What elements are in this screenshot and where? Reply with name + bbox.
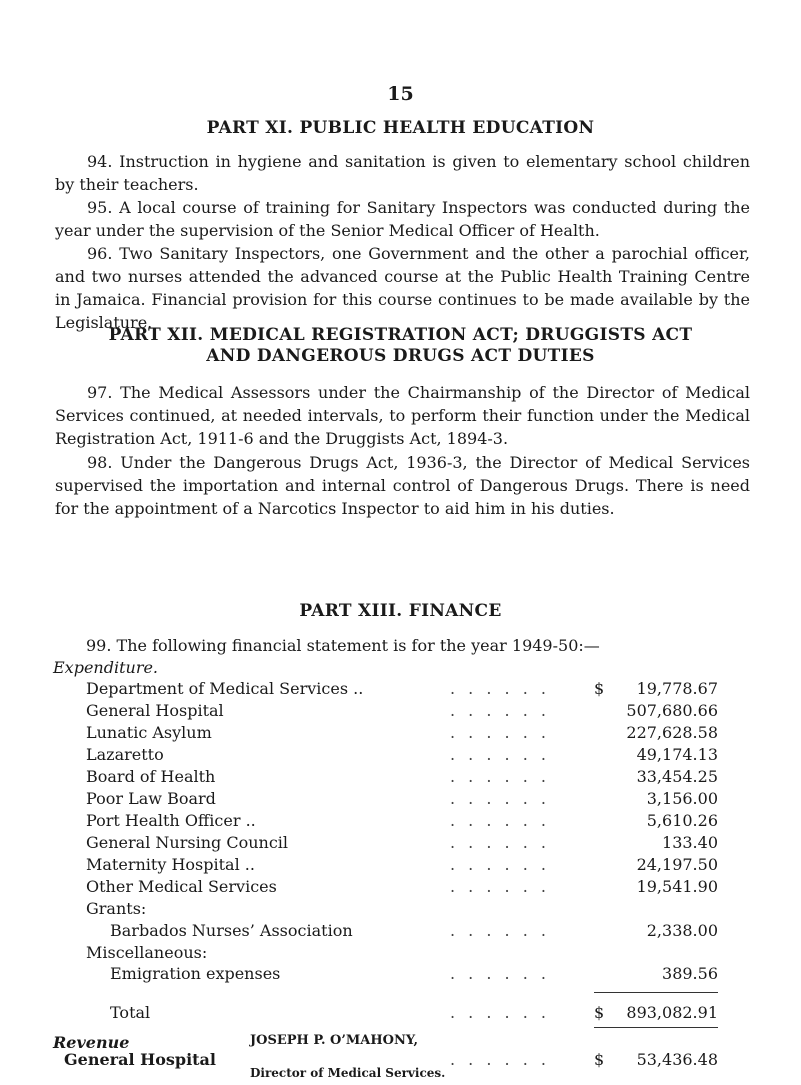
expenditure-row <box>0 701 801 723</box>
total-row <box>0 1003 801 1025</box>
signature-name: JOSEPH P. O’MAHONY, <box>250 1033 418 1048</box>
paragraph-text: 97. The Medical Assessors under the Chairmanship of the Director of Medical Services continued, at needed intervals, to perform their function under the Medical Registration Act, 1911-6 and the Druggists Act, 1894-3. <box>55 383 750 448</box>
paragraph-text: 96. Two Sanitary Inspectors, one Government and the other a parochial officer, and two nurses attended the advanced course at the Public Health Training Centre in Jamaica. Financial provision for this course continues to be made available by the Legislature. <box>55 244 750 332</box>
paragraph-96 <box>55 242 750 334</box>
part-xiii-heading: PART XIII. FINANCE <box>299 601 502 621</box>
expenditure-row <box>0 679 801 701</box>
row-amount: 33,454.25 <box>636 767 718 786</box>
subtotal-rule <box>594 992 718 993</box>
part-xi-heading: PART XI. PUBLIC HEALTH EDUCATION <box>206 118 595 138</box>
paragraph-98 <box>55 451 750 520</box>
expenditure-label: Expenditure. <box>53 658 159 677</box>
expenditure-row <box>0 767 801 789</box>
row-amount: 389.56 <box>662 964 718 983</box>
row-amount: 133.40 <box>662 833 718 852</box>
row-amount: 19,541.90 <box>636 877 718 896</box>
expenditure-group-heading <box>0 943 801 965</box>
row-label: General Nursing Council <box>86 833 289 852</box>
leader-dots: . . . . . . <box>450 833 550 852</box>
leader-dots: . . . . . . <box>450 1050 550 1069</box>
expenditure-row <box>0 833 801 855</box>
row-amount: 2,338.00 <box>646 921 718 940</box>
expenditure-row <box>0 964 801 986</box>
signature-title: Director of Medical Services. <box>250 1066 446 1080</box>
row-amount: 49,174.13 <box>636 745 718 764</box>
part-xii-heading-line1: PART XII. MEDICAL REGISTRATION ACT; DRUGGISTS ACT <box>108 325 693 345</box>
expenditure-group-heading <box>0 899 801 921</box>
row-label: Emigration expenses <box>110 964 281 983</box>
paragraph-text: 98. Under the Dangerous Drugs Act, 1936-3, the Director of Medical Services supervised the importation and internal control of Dangerous Drugs. There is need for the appointment of a Narcotics Inspector to aid him in his duties. <box>55 453 750 518</box>
leader-dots: . . . . . . <box>450 964 550 983</box>
leader-dots: . . . . . . <box>450 789 550 808</box>
leader-dots: . . . . . . <box>450 767 550 786</box>
row-amount: 227,628.58 <box>626 723 718 742</box>
leader-dots: . . . . . . <box>450 877 550 896</box>
currency-symbol: $ <box>594 1003 605 1022</box>
paragraph-95 <box>55 196 750 242</box>
row-label: Other Medical Services <box>86 877 277 896</box>
expenditure-row <box>0 745 801 767</box>
leader-dots: . . . . . . <box>450 723 550 742</box>
currency-symbol: $ <box>594 1050 605 1069</box>
part-xii-heading-line2: AND DANGEROUS DRUGS ACT DUTIES <box>206 346 595 366</box>
row-label: Poor Law Board <box>86 789 216 808</box>
row-label: Barbados Nurses’ Association <box>110 921 353 940</box>
leader-dots: . . . . . . <box>450 811 550 830</box>
expenditure-row <box>0 855 801 877</box>
row-label: Miscellaneous: <box>86 943 208 962</box>
revenue-label: Revenue <box>53 1033 130 1052</box>
row-label: Board of Health <box>86 767 216 786</box>
expenditure-row <box>0 877 801 899</box>
leader-dots: . . . . . . <box>450 855 550 874</box>
row-amount: 24,197.50 <box>636 855 718 874</box>
leader-dots: . . . . . . <box>450 921 550 940</box>
row-amount: 19,778.67 <box>636 679 718 698</box>
leader-dots: . . . . . . <box>450 745 550 764</box>
expenditure-row <box>0 811 801 833</box>
row-label: Grants: <box>86 899 147 918</box>
row-label: General Hospital <box>86 701 224 720</box>
paragraph-94 <box>55 150 750 196</box>
paragraph-text: 94. Instruction in hygiene and sanitation is given to elementary school children by their teachers. <box>55 152 750 194</box>
paragraph-97 <box>55 381 750 450</box>
row-label: General Hospital <box>64 1050 216 1069</box>
row-label: Port Health Officer .. <box>86 811 256 830</box>
row-label: Lunatic Asylum <box>86 723 212 742</box>
row-amount: 507,680.66 <box>626 701 718 720</box>
finance-intro: 99. The following financial statement is for the year 1949-50:— <box>86 636 600 655</box>
row-label: Maternity Hospital .. <box>86 855 255 874</box>
total-label: Total <box>110 1003 151 1022</box>
row-amount: 5,610.26 <box>646 811 718 830</box>
revenue-amount: 53,436.48 <box>636 1050 718 1069</box>
expenditure-row <box>0 723 801 745</box>
currency-symbol: $ <box>594 679 605 698</box>
expenditure-row <box>0 789 801 811</box>
row-label: Department of Medical Services .. <box>86 679 364 698</box>
row-label: Lazaretto <box>86 745 164 764</box>
expenditure-row <box>0 921 801 943</box>
leader-dots: . . . . . . <box>450 701 550 720</box>
row-amount: 3,156.00 <box>646 789 718 808</box>
paragraph-text: 95. A local course of training for Sanitary Inspectors was conducted during the year under the supervision of the Senior Medical Officer of Health. <box>55 198 750 240</box>
leader-dots: . . . . . . <box>450 1003 550 1022</box>
page-number: 15 <box>387 83 414 105</box>
leader-dots: . . . . . . <box>450 679 550 698</box>
total-amount: 893,082.91 <box>626 1003 718 1022</box>
total-rule <box>594 1027 718 1028</box>
